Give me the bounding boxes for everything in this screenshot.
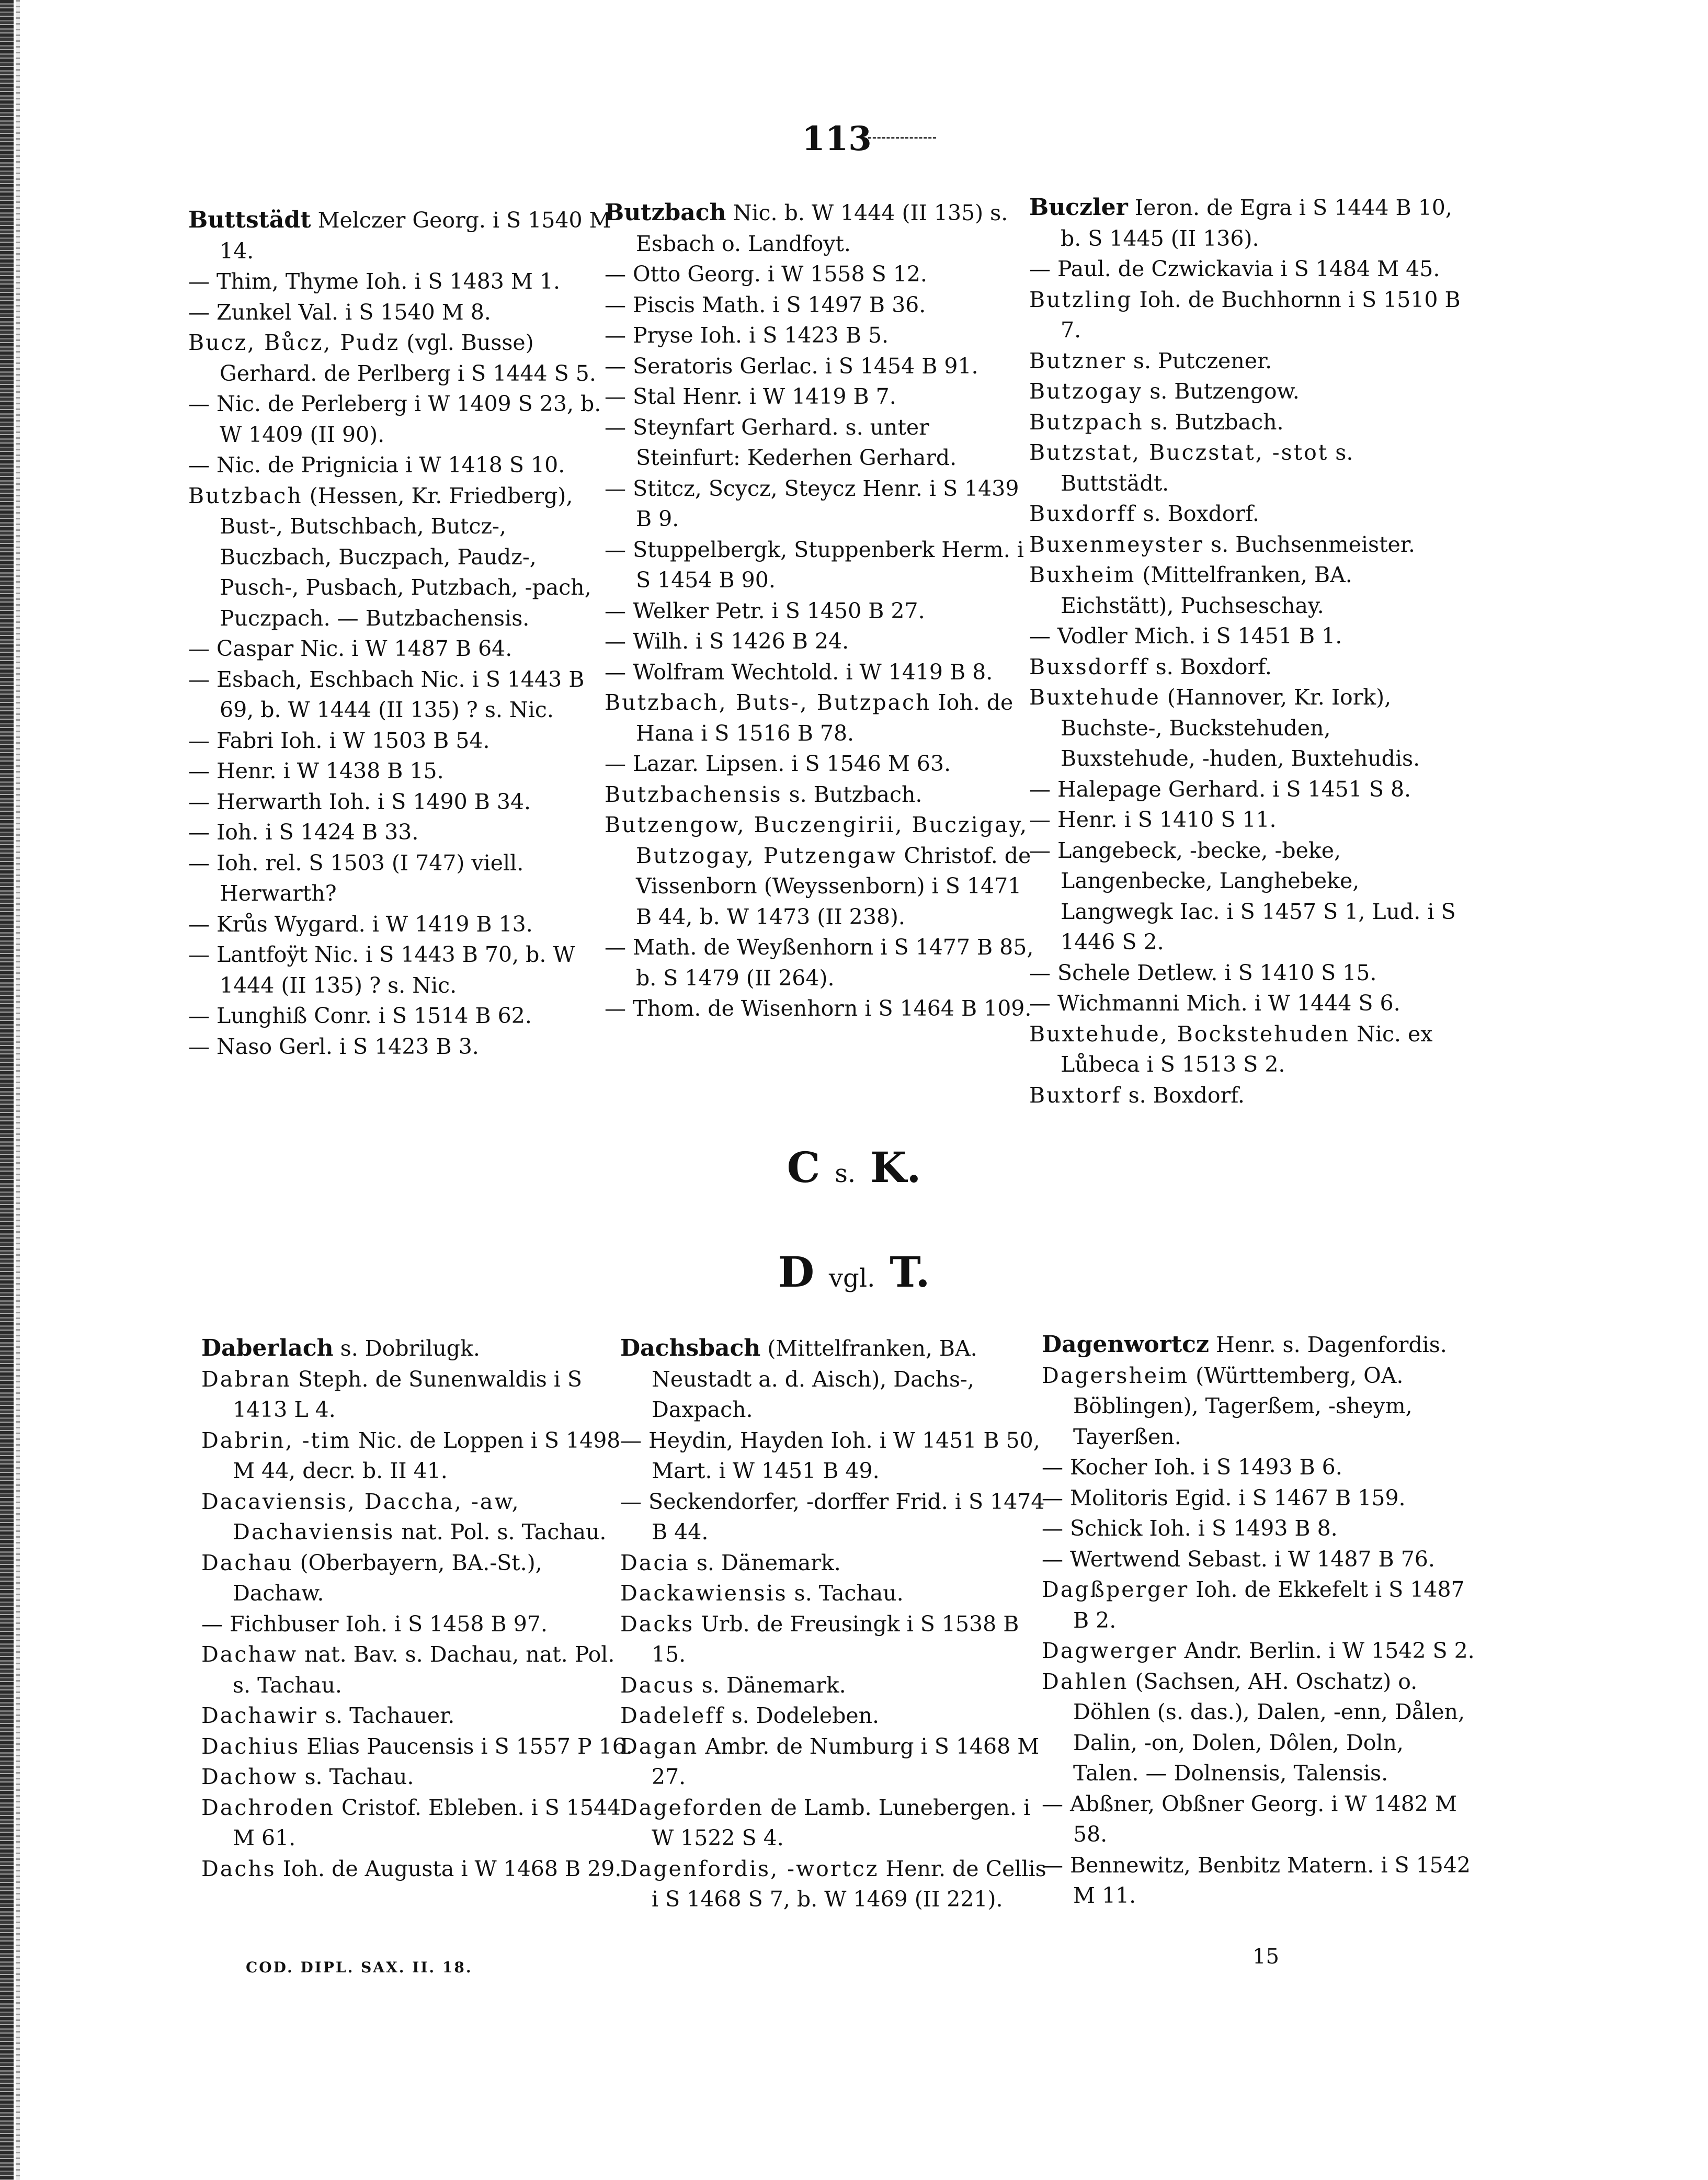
section-d-letter: D (778, 1247, 815, 1297)
entry-headword: Dagßperger (1042, 1577, 1189, 1602)
index-entry (188, 787, 622, 818)
index-entry (1029, 835, 1463, 958)
entry-text: — Krůs Wygard. i W 1419 B 13. (188, 911, 533, 937)
entry-headword: Dahlen (1042, 1668, 1129, 1694)
index-entry (188, 633, 622, 664)
index-entry (188, 725, 622, 756)
index-entry (605, 198, 1039, 259)
entry-headword: Bucz, Bůcz, Pudz (188, 330, 400, 355)
index-entry (620, 1609, 1054, 1670)
index-entry (1029, 652, 1463, 683)
index-entry (605, 351, 1039, 382)
index-entry (605, 535, 1039, 596)
section-heading-d (0, 1247, 1708, 1297)
entry-text: — Henr. i W 1438 B 15. (188, 758, 444, 784)
entry-headword: Butzpach (1029, 409, 1144, 435)
entry-headword: Dachau (201, 1550, 293, 1575)
entry-headword: Butzbach (188, 483, 303, 508)
index-entry (1042, 1789, 1476, 1850)
index-entry (201, 1486, 635, 1548)
index-entry (1042, 1666, 1476, 1789)
entry-text: — Ioh. i S 1424 B 33. (188, 820, 419, 845)
index-entry (620, 1333, 1054, 1425)
index-entry (605, 320, 1039, 351)
index-entry (620, 1578, 1054, 1609)
sheet-number: 15 (1252, 1945, 1279, 1969)
entry-text: — Lantfoÿt Nic. i S 1443 B 70, b. W 1444 (II 135) ? s. Nic. (188, 942, 575, 998)
entry-text: Cristof. Ebleben. i S 1544 M 61. (233, 1795, 621, 1850)
index-entry (1029, 254, 1463, 285)
entry-text: — Esbach, Eschbach Nic. i S 1443 B 69, b. W 1444 (II 135) ? s. Nic. (188, 666, 585, 722)
entry-text: — Ioh. rel. S 1503 (I 747) viell. Herwarth? (188, 850, 524, 906)
entry-headword: Buxdorff (1029, 501, 1136, 526)
index-entry (1029, 285, 1463, 346)
index-entry (201, 1639, 635, 1700)
entry-text: — Stuppelbergk, Stuppenberk Herm. i S 1454 B 90. (605, 537, 1024, 593)
entry-text: — Welker Petr. i S 1450 B 27. (605, 598, 925, 623)
entry-text: — Wertwend Sebast. i W 1487 B 76. (1042, 1546, 1435, 1572)
page-number: 113 (802, 119, 872, 158)
index-entry (1029, 192, 1463, 254)
entry-text: — Schele Detlew. i S 1410 S 15. (1029, 960, 1377, 985)
index-entry (1042, 1483, 1476, 1514)
index-entry (1029, 1080, 1463, 1111)
entry-headword: Buczler (1029, 194, 1128, 221)
index-entry (1042, 1330, 1476, 1360)
entry-text: — Bennewitz, Benbitz Matern. i S 1542 M 11. (1042, 1852, 1471, 1908)
entry-text: — Heydin, Hayden Ioh. i W 1451 B 50, Mart. i W 1451 B 49. (620, 1427, 1040, 1483)
entry-text: Christof. de Vissenborn (Weyssenborn) i S 1471 B 44, b. W 1473 (II 238). (636, 843, 1031, 929)
entry-headword: Dagersheim (1042, 1362, 1189, 1388)
entry-headword: Buxtorf (1029, 1082, 1122, 1108)
index-entry (188, 1031, 622, 1062)
entry-text: — Henr. i S 1410 S 11. (1029, 807, 1277, 832)
entry-text: Urb. de Freusingk i S 1538 B 15. (652, 1611, 1019, 1667)
entry-text: — Seratoris Gerlac. i S 1454 B 91. (605, 353, 978, 379)
entry-headword: Butzbach, Buts-, Butzpach (605, 690, 931, 715)
index-entry (188, 266, 622, 297)
index-entry (1042, 1544, 1476, 1575)
entry-text: — Stitcz, Scycz, Steycz Henr. i S 1439 B 9. (605, 475, 1019, 531)
entry-text: (vgl. Busse) Gerhard. de Perlberg i S 1444 S 5. (220, 330, 596, 386)
entry-text: Henr. s. Dagenfordis. (1209, 1332, 1447, 1357)
index-entry (188, 389, 622, 450)
entry-text: (Sachsen, AH. Oschatz) o. Döhlen (s. das.), Dalen, -enn, Dålen, Dalin, -on, Dolen, Dôlen, Doln, Talen. — Dolnensis, Talensis. (1073, 1668, 1465, 1786)
entry-text: — Halepage Gerhard. i S 1451 S 8. (1029, 776, 1411, 802)
entry-text: — Lazar. Lipsen. i S 1546 M 63. (605, 751, 951, 776)
entry-headword: Dachs (201, 1856, 276, 1881)
index-entry (1042, 1850, 1476, 1911)
index-entry (605, 290, 1039, 321)
entry-headword: Dackawiensis (620, 1581, 788, 1606)
entry-text: — Fichbuser Ioh. i S 1458 B 97. (201, 1611, 548, 1637)
index-entry (188, 848, 622, 909)
entry-text: — Math. de Weyßenhorn i S 1477 B 85, b. S 1479 (II 264). (605, 935, 1034, 991)
entry-text: Nic. b. W 1444 (II 135) s. Esbach o. Landfoyt. (636, 200, 1008, 256)
entry-headword: Butzbachensis (605, 781, 782, 807)
entry-headword: Butzstat, Buczstat, -stot (1029, 440, 1329, 465)
entry-headword: Daberlach (201, 1335, 334, 1361)
index-entry (605, 259, 1039, 290)
entry-headword: Butzengow, Buczengirii, Buczigay, Butzogay, Putzengaw (605, 812, 1029, 868)
index-entry (620, 1486, 1054, 1548)
entry-headword: Dachow (201, 1764, 298, 1789)
entry-text: (Mittelfranken, BA. Eichstätt), Puchseschay. (1061, 562, 1352, 618)
entry-text: — Caspar Nic. i W 1487 B 64. (188, 636, 513, 661)
index-entry (201, 1364, 635, 1425)
index-entry (188, 664, 622, 725)
entry-headword: Dachawir (201, 1703, 318, 1728)
index-entry (188, 450, 622, 481)
entry-headword: Dagenfordis, -wortcz (620, 1856, 879, 1881)
entry-text: s. Butzbach. (1143, 409, 1284, 435)
entry-headword: Buxtehude (1029, 685, 1160, 710)
index-entry (1029, 529, 1463, 560)
index-entry (1029, 1019, 1463, 1080)
entry-text: s. Boxdorf. (1148, 654, 1272, 679)
entry-text: Nic. de Loppen i S 1498 M 44, decr. b. II 41. (233, 1427, 621, 1483)
index-entry (605, 473, 1039, 535)
index-entry (201, 1792, 635, 1854)
index-entry (1029, 621, 1463, 652)
entry-headword: Dacus (620, 1672, 695, 1698)
index-entry (1029, 376, 1463, 407)
entry-text: s. Dobrilugk. (333, 1336, 480, 1361)
entry-text: (Oberbayern, BA.-St.), Dachaw. (233, 1550, 542, 1606)
entry-text: — Thim, Thyme Ioh. i S 1483 M 1. (188, 269, 561, 294)
index-entry (605, 779, 1039, 810)
index-entry (1042, 1513, 1476, 1544)
entry-text: s. Buttstädt. (1061, 440, 1353, 496)
index-entry (201, 1854, 635, 1884)
index-entry (188, 205, 622, 266)
entry-text: nat. Bav. s. Dachau, nat. Pol. s. Tachau. (233, 1642, 615, 1698)
index-entry (605, 596, 1039, 627)
entry-headword: Butzogay (1029, 379, 1143, 404)
index-entry (1042, 1574, 1476, 1636)
section-c-letter: C (787, 1143, 821, 1192)
index-entry (620, 1425, 1054, 1486)
entry-text: Ieron. de Egra i S 1444 B 10, b. S 1445 (II 136). (1061, 195, 1452, 251)
entry-headword: Butzbach (605, 199, 726, 226)
entry-text: Ioh. de Buchhornn i S 1510 B 7. (1061, 287, 1461, 343)
column-2-bottom (620, 1333, 1054, 1915)
index-entry (1029, 958, 1463, 989)
entry-text: Elias Paucensis i S 1557 P 16. (300, 1733, 633, 1759)
index-entry (188, 939, 622, 1001)
entry-headword: Dageforden (620, 1795, 764, 1820)
entry-text: Ioh. de Ekkefelt i S 1487 B 2. (1073, 1577, 1465, 1633)
index-entry (188, 297, 622, 328)
entry-text: s. Dodeleben. (724, 1703, 880, 1728)
section-c-target: K. (870, 1143, 921, 1192)
entry-headword: Dacks (620, 1611, 694, 1637)
column-3-top (1029, 192, 1463, 1110)
entry-text: — Nic. de Prignicia i W 1418 S 10. (188, 452, 565, 478)
entry-text: s. Putczener. (1126, 348, 1272, 373)
index-entry (620, 1548, 1054, 1579)
entry-headword: Dadeleff (620, 1703, 725, 1728)
entry-headword: Dachsbach (620, 1335, 761, 1361)
entry-headword: Dagan (620, 1733, 699, 1759)
entry-text: s. Tachau. (787, 1581, 904, 1606)
header-dash-mark (868, 137, 936, 139)
index-entry (188, 481, 622, 634)
index-entry (1042, 1360, 1476, 1452)
entry-text: — Molitoris Egid. i S 1467 B 159. (1042, 1485, 1406, 1511)
entry-headword: Dagenwortcz (1042, 1331, 1209, 1358)
entry-headword: Buxtehude, Bockstehuden (1029, 1021, 1350, 1047)
index-entry (1029, 774, 1463, 805)
entry-text: — Herwarth Ioh. i S 1490 B 34. (188, 789, 531, 814)
index-entry (188, 817, 622, 848)
index-entry (1029, 407, 1463, 438)
entry-text: s. Dänemark. (694, 1672, 846, 1698)
entry-text: — Schick Ioh. i S 1493 B 8. (1042, 1516, 1338, 1541)
entry-text: — Abßner, Obßner Georg. i W 1482 M 58. (1042, 1791, 1457, 1847)
index-entry (201, 1762, 635, 1792)
entry-text: Steph. de Sunenwaldis i S 1413 L 4. (233, 1366, 583, 1422)
column-1-top (188, 205, 622, 1062)
index-entry (620, 1731, 1054, 1792)
entry-text: Henr. de Cellis i S 1468 S 7, b. W 1469 (II 221). (652, 1856, 1046, 1912)
index-entry (605, 381, 1039, 412)
index-entry (605, 810, 1039, 932)
entry-text: — Otto Georg. i W 1558 S 12. (605, 262, 927, 287)
entry-text: — Vodler Mich. i S 1451 B 1. (1029, 623, 1342, 649)
section-c-ref: s. (835, 1159, 856, 1188)
entry-text: Ambr. de Numburg i S 1468 M 27. (652, 1733, 1040, 1789)
entry-text: — Naso Gerl. i S 1423 B 3. (188, 1034, 479, 1059)
index-entry (1029, 437, 1463, 498)
index-entry (201, 1333, 635, 1364)
index-entry (201, 1548, 635, 1609)
entry-text: s. Tachau. (298, 1764, 414, 1789)
index-entry (605, 748, 1039, 779)
index-entry (188, 327, 622, 389)
index-entry (1029, 988, 1463, 1019)
entry-headword: Buxenmeyster (1029, 531, 1204, 557)
index-entry (1042, 1452, 1476, 1483)
entry-text: s. Dänemark. (689, 1550, 841, 1575)
entry-text: — Zunkel Val. i S 1540 M 8. (188, 299, 491, 325)
entry-text: s. Tachauer. (317, 1703, 455, 1728)
entry-text: — Fabri Ioh. i W 1503 B 54. (188, 728, 490, 753)
index-entry (605, 993, 1039, 1024)
index-entry (620, 1792, 1054, 1854)
entry-headword: Buxheim (1029, 562, 1136, 587)
entry-text: (Hessen, Kr. Friedberg), Bust-, Butschbach, Butcz-, Buczbach, Buczpach, Paudz-, Pusch-, Pusbach, Putzbach, -pach, Puczpach. — Butzbachensis. (220, 483, 591, 631)
entry-text: Ioh. de Augusta i W 1468 B 29. (276, 1856, 622, 1881)
entry-text: — Wilh. i S 1426 B 24. (605, 629, 849, 654)
entry-text: (Hannover, Kr. Iork), Buchste-, Buckstehuden, Buxstehude, -huden, Buxtehudis. (1061, 685, 1420, 771)
index-entry (1029, 682, 1463, 774)
entry-text: s. Buchsenmeister. (1204, 531, 1415, 557)
index-entry (188, 756, 622, 787)
entry-headword: Dagwerger (1042, 1638, 1178, 1663)
entry-text: — Thom. de Wisenhorn i S 1464 B 109. (605, 996, 1032, 1021)
entry-text: — Wolfram Wechtold. i W 1419 B 8. (605, 659, 993, 685)
entry-headword: Dacaviensis, Daccha, -aw, Dachaviensis (201, 1489, 520, 1545)
entry-text: — Nic. de Perleberg i W 1409 S 23, b. W 1409 (II 90). (188, 391, 601, 447)
entry-headword: Dachroden (201, 1795, 335, 1820)
column-3-bottom (1042, 1330, 1476, 1911)
entry-text: Ioh. de Hana i S 1516 B 78. (636, 690, 1014, 746)
entry-text: — Langebeck, -becke, -beke, Langenbecke, Langhebeke, Langwegk Iac. i S 1457 S 1, Lud. i S 1446 S 2. (1029, 837, 1456, 955)
entry-text: nat. Pol. s. Tachau. (394, 1519, 607, 1545)
entry-headword: Dabrin, -tim (201, 1427, 352, 1453)
entry-text: Andr. Berlin. i W 1542 S 2. (1177, 1638, 1475, 1663)
book-spine-shadow (16, 0, 20, 2180)
entry-text: — Steynfart Gerhard. s. unter Steinfurt: Kederhen Gerhard. (605, 414, 957, 470)
entry-headword: Dachaw (201, 1642, 298, 1667)
index-entry (1042, 1636, 1476, 1666)
index-entry (201, 1425, 635, 1486)
entry-headword: Dachius (201, 1733, 300, 1759)
entry-text: s. Boxdorf. (1136, 501, 1259, 526)
index-entry (605, 932, 1039, 993)
entry-text: — Piscis Math. i S 1497 B 36. (605, 292, 926, 317)
index-entry (201, 1609, 635, 1640)
index-entry (1029, 560, 1463, 621)
section-d-target: T. (890, 1247, 930, 1297)
entry-text: (Mittelfranken, BA. Neustadt a. d. Aisch), Dachs-, Daxpach. (652, 1336, 977, 1422)
index-entry (1029, 498, 1463, 529)
index-entry (1029, 804, 1463, 835)
entry-text: — Lunghiß Conr. i S 1514 B 62. (188, 1003, 532, 1028)
index-entry (620, 1854, 1054, 1915)
entry-text: s. Butzengow. (1143, 379, 1300, 404)
index-entry (620, 1670, 1054, 1701)
entry-text: — Paul. de Czwickavia i S 1484 M 45. (1029, 256, 1440, 281)
index-entry (188, 909, 622, 940)
index-entry (620, 1700, 1054, 1731)
entry-text: — Wichmanni Mich. i W 1444 S 6. (1029, 991, 1400, 1016)
entry-headword: Buxsdorff (1029, 654, 1149, 679)
entry-text: Nic. ex Lůbeca i S 1513 S 2. (1061, 1021, 1433, 1077)
entry-text: s. Butzbach. (782, 781, 923, 807)
entry-text: de Lamb. Lunebergen. i W 1522 S 4. (652, 1795, 1031, 1850)
index-entry (605, 626, 1039, 657)
entry-text: (Württemberg, OA. Böblingen), Tagerßem, -sheym, Tayerßen. (1073, 1362, 1413, 1449)
section-heading-c (0, 1143, 1708, 1192)
entry-headword: Dacia (620, 1550, 690, 1575)
index-entry (1029, 346, 1463, 377)
entry-headword: Dabran (201, 1366, 292, 1392)
entry-text: — Seckendorfer, -dorffer Frid. i S 1474 B 44. (620, 1489, 1045, 1545)
entry-text: — Kocher Ioh. i S 1493 B 6. (1042, 1455, 1342, 1480)
column-2-top (605, 198, 1039, 1024)
section-d-ref: vgl. (828, 1264, 875, 1293)
entry-text: — Stal Henr. i W 1419 B 7. (605, 384, 896, 409)
index-entry (188, 1001, 622, 1031)
index-entry (605, 412, 1039, 473)
printer-signature: COD. DIPL. SAX. II. 18. (246, 1959, 473, 1976)
index-entry (201, 1700, 635, 1731)
entry-headword: Buttstädt (188, 207, 311, 233)
entry-headword: Butzling (1029, 287, 1133, 312)
entry-text: s. Boxdorf. (1121, 1082, 1245, 1108)
index-entry (605, 687, 1039, 748)
entry-headword: Butzner (1029, 348, 1126, 373)
index-entry (201, 1731, 635, 1762)
book-spine-edge (0, 0, 14, 2180)
entry-text: Melczer Georg. i S 1540 M 14. (220, 208, 611, 264)
column-1-bottom (201, 1333, 635, 1884)
entry-text: — Pryse Ioh. i S 1423 B 5. (605, 323, 889, 348)
index-entry (605, 657, 1039, 688)
